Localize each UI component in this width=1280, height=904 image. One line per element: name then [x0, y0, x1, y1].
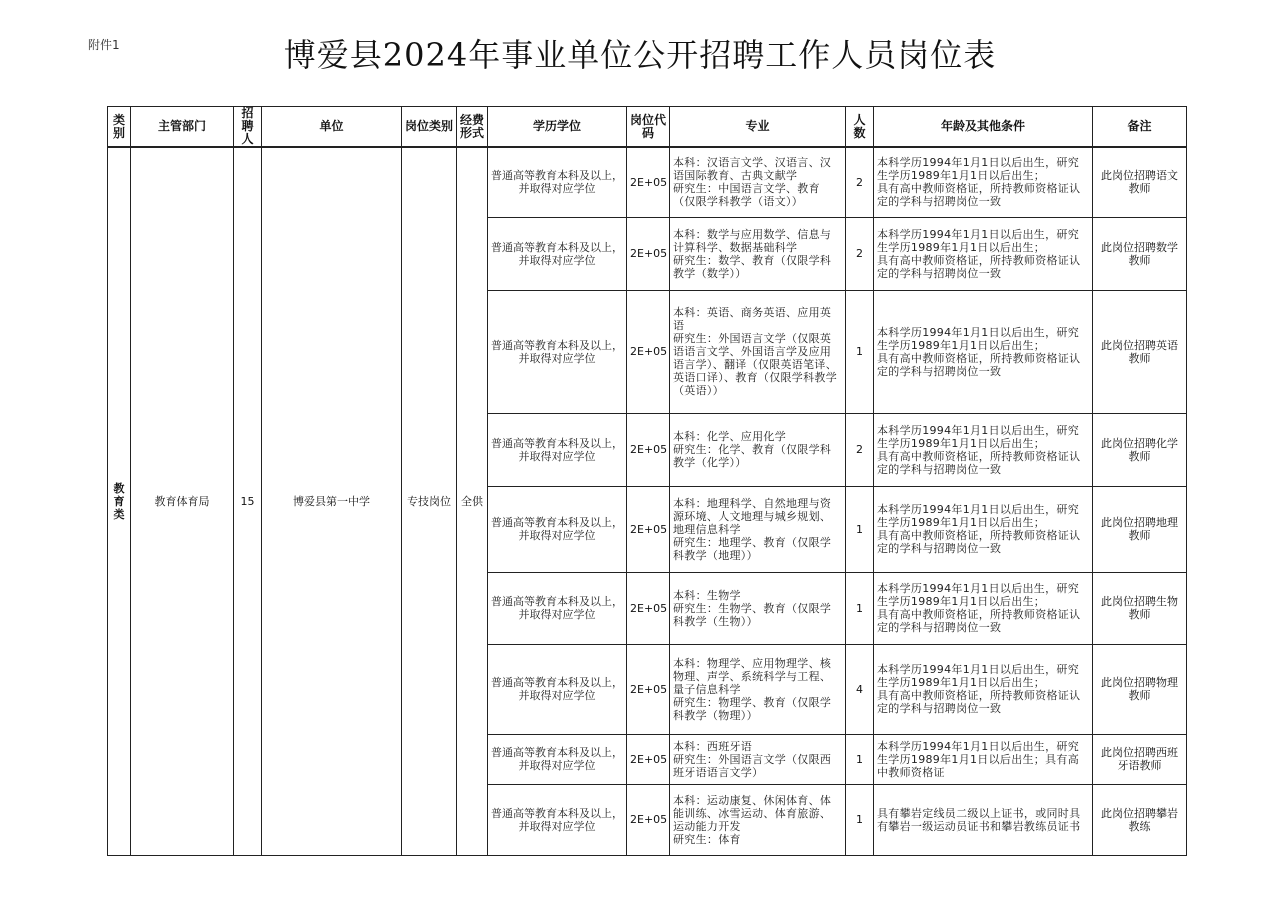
table-body [108, 147, 1187, 855]
code-cell: 2E+05 [627, 290, 670, 413]
header-code: 岗位代码 [627, 107, 670, 148]
conditions-cell: 本科学历1994年1月1日以后出生，研究生学历1989年1月1日以后出生； 具有高中教师资格证，所持教师资格证认定的学科与招聘岗位一致 [874, 147, 1093, 217]
count-cell: 1 [846, 290, 874, 413]
major-cell: 本科：化学、应用化学 研究生：化学、教育（仅限学科教学（化学）） [670, 413, 846, 486]
header-major: 专业 [670, 107, 846, 148]
major-cell: 本科：生物学 研究生：生物学、教育（仅限学科教学（生物）） [670, 572, 846, 644]
header-category [108, 107, 131, 148]
header-row [108, 107, 1187, 148]
conditions-cell: 本科学历1994年1月1日以后出生，研究生学历1989年1月1日以后出生； 具有高中教师资格证，所持教师资格证认定的学科与招聘岗位一致 [874, 572, 1093, 644]
unit-cell: 博爱县第一中学 [262, 147, 402, 855]
count-cell: 2 [846, 147, 874, 217]
header-category-text: 类别 [112, 112, 125, 140]
remark-cell: 此岗位招聘西班牙语教师 [1093, 734, 1187, 784]
header-unit: 单位 [262, 107, 402, 148]
count-cell: 1 [846, 784, 874, 855]
count-cell: 1 [846, 486, 874, 572]
code-cell: 2E+05 [627, 572, 670, 644]
conditions-cell: 本科学历1994年1月1日以后出生，研究生学历1989年1月1日以后出生； 具有高中教师资格证，所持教师资格证认定的学科与招聘岗位一致 [874, 486, 1093, 572]
count-cell: 2 [846, 217, 874, 290]
header-recruit [234, 107, 262, 148]
education-cell: 普通高等教育本科及以上，并取得对应学位 [488, 413, 627, 486]
recruit-cell: 15 [234, 147, 262, 855]
education-cell: 普通高等教育本科及以上，并取得对应学位 [488, 290, 627, 413]
education-cell: 普通高等教育本科及以上，并取得对应学位 [488, 486, 627, 572]
education-cell: 普通高等教育本科及以上，并取得对应学位 [488, 784, 627, 855]
education-cell: 普通高等教育本科及以上，并取得对应学位 [488, 147, 627, 217]
major-cell: 本科：地理科学、自然地理与资源环境、人文地理与城乡规划、地理信息科学 研究生：地理学、教育（仅限学科教学（地理）） [670, 486, 846, 572]
positions-table [107, 106, 1187, 856]
remark-cell: 此岗位招聘地理教师 [1093, 486, 1187, 572]
code-cell: 2E+05 [627, 413, 670, 486]
count-cell: 1 [846, 734, 874, 784]
conditions-cell: 本科学历1994年1月1日以后出生，研究生学历1989年1月1日以后出生； 具有高中教师资格证，所持教师资格证认定的学科与招聘岗位一致 [874, 413, 1093, 486]
education-cell: 普通高等教育本科及以上，并取得对应学位 [488, 572, 627, 644]
code-cell: 2E+05 [627, 486, 670, 572]
count-cell: 4 [846, 644, 874, 734]
major-cell: 本科：西班牙语 研究生：外国语言文学（仅限西班牙语语言文学） [670, 734, 846, 784]
major-cell: 本科：英语、商务英语、应用英语 研究生：外国语言文学（仅限英语语言文学、外国语言学及应用语言学）、翻译（仅限英语笔译、英语口译）、教育（仅限学科教学（英语）） [670, 290, 846, 413]
conditions-cell: 本科学历1994年1月1日以后出生，研究生学历1989年1月1日以后出生； 具有高中教师资格证，所持教师资格证认定的学科与招聘岗位一致 [874, 290, 1093, 413]
remark-cell: 此岗位招聘攀岩教练 [1093, 784, 1187, 855]
education-cell: 普通高等教育本科及以上，并取得对应学位 [488, 734, 627, 784]
count-cell: 2 [846, 413, 874, 486]
header-conditions: 年龄及其他条件 [874, 107, 1093, 148]
header-post-type: 岗位类别 [402, 107, 457, 148]
major-cell: 本科：数学与应用数学、信息与计算科学、数据基础科学 研究生：数学、教育（仅限学科教学（数学）） [670, 217, 846, 290]
header-count [846, 107, 874, 148]
conditions-cell: 具有攀岩定线员二级以上证书，或同时具有攀岩一级运动员证书和攀岩教练员证书 [874, 784, 1093, 855]
count-cell: 1 [846, 572, 874, 644]
page-title: 博爱县2024年事业单位公开招聘工作人员岗位表 [283, 36, 997, 74]
code-cell: 2E+05 [627, 784, 670, 855]
conditions-cell: 本科学历1994年1月1日以后出生，研究生学历1989年1月1日以后出生； 具有高中教师资格证，所持教师资格证认定的学科与招聘岗位一致 [874, 217, 1093, 290]
remark-cell: 此岗位招聘生物教师 [1093, 572, 1187, 644]
code-cell: 2E+05 [627, 734, 670, 784]
conditions-cell: 本科学历1994年1月1日以后出生，研究生学历1989年1月1日以后出生；具有高中教师资格证 [874, 734, 1093, 784]
conditions-cell: 本科学历1994年1月1日以后出生，研究生学历1989年1月1日以后出生； 具有高中教师资格证，所持教师资格证认定的学科与招聘岗位一致 [874, 644, 1093, 734]
header-dept: 主管部门 [131, 107, 234, 148]
fund-cell: 全供 [457, 147, 488, 855]
header-count-text: 人数 [853, 112, 866, 140]
remark-cell: 此岗位招聘语文教师 [1093, 147, 1187, 217]
remark-cell: 此岗位招聘物理教师 [1093, 644, 1187, 734]
post-type-cell: 专技岗位 [402, 147, 457, 855]
remark-cell: 此岗位招聘数学教师 [1093, 217, 1187, 290]
header-remark: 备注 [1093, 107, 1187, 148]
remark-cell: 此岗位招聘化学教师 [1093, 413, 1187, 486]
remark-cell: 此岗位招聘英语教师 [1093, 290, 1187, 413]
category-cell: 教育类 [108, 147, 131, 855]
major-cell: 本科：运动康复、休闲体育、体能训练、冰雪运动、体育旅游、运动能力开发 研究生：体育 [670, 784, 846, 855]
major-cell: 本科：汉语言文学、汉语言、汉语国际教育、古典文献学 研究生：中国语言文学、教育（仅限学科教学（语文）） [670, 147, 846, 217]
dept-cell: 教育体育局 [131, 147, 234, 855]
attachment-label: 附件1 [88, 38, 120, 52]
code-cell: 2E+05 [627, 217, 670, 290]
major-cell: 本科：物理学、应用物理学、核物理、声学、系统科学与工程、量子信息科学 研究生：物理学、教育（仅限学科教学（物理）） [670, 644, 846, 734]
header-recruit-text: 招聘人 [241, 106, 254, 146]
table-row [108, 147, 1187, 217]
code-cell: 2E+05 [627, 644, 670, 734]
education-cell: 普通高等教育本科及以上，并取得对应学位 [488, 217, 627, 290]
education-cell: 普通高等教育本科及以上，并取得对应学位 [488, 644, 627, 734]
header-education: 学历学位 [488, 107, 627, 148]
code-cell: 2E+05 [627, 147, 670, 217]
header-fund: 经费形式 [457, 107, 488, 148]
